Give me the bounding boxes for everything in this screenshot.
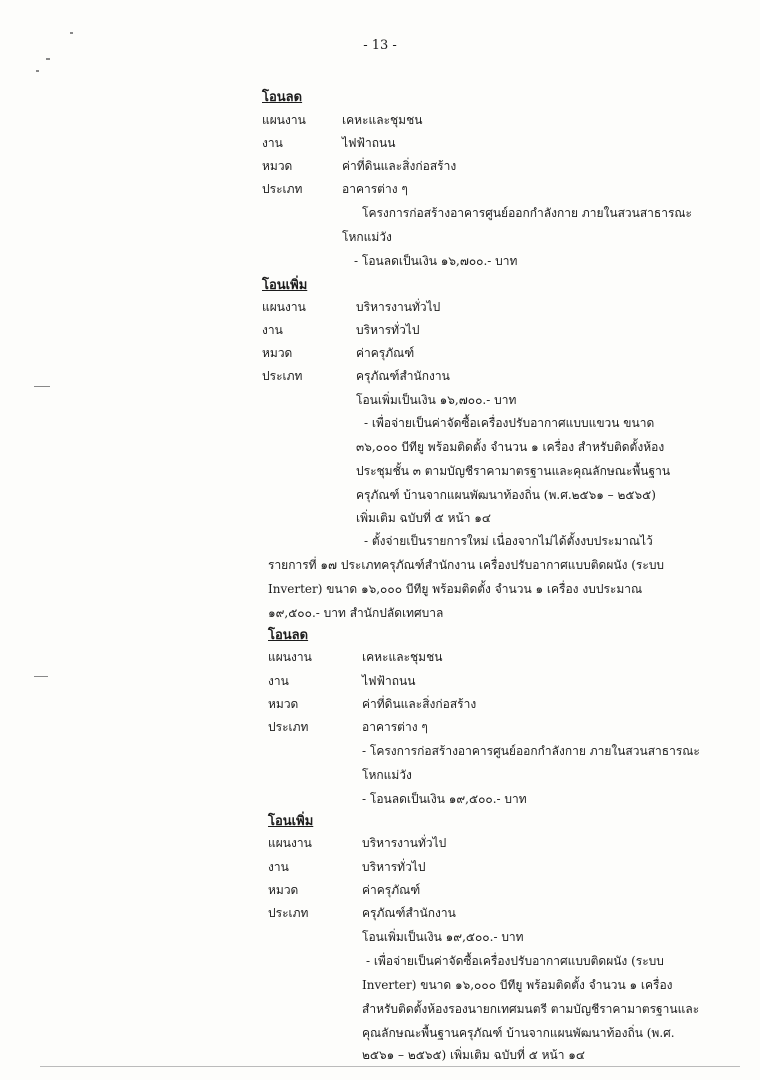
scan-speck [70,32,73,34]
body-line: - เพื่อจ่ายเป็นค่าจัดซื้อเครื่องปรับอากาศแบบแขวน ขนาด [364,416,655,430]
row-value: บริหารทั่วไป [356,323,420,337]
row-label: หมวด [262,346,293,360]
body-line: โหกแม่วัง [362,768,412,782]
scan-speck [46,58,50,60]
row-value: อาคารต่าง ๆ [342,182,408,196]
row-label: ประเภท [262,182,303,196]
scan-speck [36,70,39,72]
body-line: โครงการก่อสร้างอาคารศูนย์ออกกำลังกาย ภายในสวนสาธารณะ [362,206,692,220]
row-label: แผนงาน [262,300,306,314]
scan-speck [34,676,48,677]
row-label: แผนงาน [268,836,312,850]
row-value: ไฟฟ้าถนน [342,136,396,150]
row-label: ประเภท [268,720,309,734]
body-line: ๓๖,๐๐๐ บีทียู พร้อมติดตั้ง จำนวน ๑ เครื่อง สำหรับติดตั้งห้อง [356,440,665,454]
body-line: คุณลักษณะพื้นฐานครุภัณฑ์ บ้านจากแผนพัฒนาท้องถิ่น (พ.ศ. [362,1026,675,1040]
body-line: ๑๙,๕๐๐.- บาท สำนักปลัดเทศบาล [268,606,444,620]
row-value: บริหารงานทั่วไป [362,836,447,850]
row-label: แผนงาน [262,113,306,127]
row-label: หมวด [268,883,299,897]
row-label: งาน [268,860,289,874]
row-label: แผนงาน [268,650,312,664]
row-value: เคหะและชุมชน [362,650,443,664]
scan-edge-line [40,1066,740,1067]
body-line: Inverter) ขนาด ๑๖,๐๐๐ บีทียู พร้อมติดตั้ง จำนวน ๑ เครื่อง งบประมาณ [268,582,643,596]
row-value: ค่าที่ดินและสิ่งก่อสร้าง [362,697,477,711]
row-value: บริหารงานทั่วไป [356,300,441,314]
body-line: ครุภัณฑ์ บ้านจากแผนพัฒนาท้องถิ่น (พ.ศ.๒๕๖๑ – ๒๕๖๕) [356,488,656,502]
body-line: - ตั้งจ่ายเป็นรายการใหม่ เนื่องจากไม่ได้ตั้งงบประมาณไว้ [364,534,653,548]
row-value: ครุภัณฑ์สำนักงาน [356,369,450,383]
body-line: ๒๕๖๑ – ๒๕๖๕) เพิ่มเติม ฉบับที่ ๕ หน้า ๑๔ [362,1048,585,1062]
amount-line: - โอนลดเป็นเงิน ๑๖,๗๐๐.- บาท [354,254,518,268]
body-line: - เพื่อจ่ายเป็นค่าจัดซื้อเครื่องปรับอากาศแบบติดผนัง (ระบบ [366,954,664,968]
scan-speck [34,386,50,387]
row-value: ค่าครุภัณฑ์ [356,346,415,360]
section-heading: โอนลด [262,90,303,105]
body-line: Inverter) ขนาด ๑๖,๐๐๐ บีทียู พร้อมติดตั้ง จำนวน ๑ เครื่อง [362,978,673,992]
page-number: - 13 - [363,38,397,53]
row-value: ครุภัณฑ์สำนักงาน [362,906,456,920]
row-value: ค่าครุภัณฑ์ [362,883,421,897]
row-value: ค่าที่ดินและสิ่งก่อสร้าง [342,159,457,173]
amount-line: โอนเพิ่มเป็นเงิน ๑๖,๗๐๐.- บาท [356,393,517,407]
section-heading: โอนลด [268,628,309,643]
row-label: งาน [268,674,289,688]
section-heading: โอนเพิ่ม [268,814,314,829]
row-value: เคหะและชุมชน [342,113,423,127]
amount-line: โอนเพิ่มเป็นเงิน ๑๙,๕๐๐.- บาท [362,930,524,944]
body-line: ประชุมชั้น ๓ ตามบัญชีราคามาตรฐานและคุณลักษณะพื้นฐาน [356,464,671,478]
row-label: งาน [262,136,283,150]
body-line: - โครงการก่อสร้างอาคารศูนย์ออกกำลังกาย ภายในสวนสาธารณะ [362,744,700,758]
row-label: หมวด [262,159,293,173]
row-value: ไฟฟ้าถนน [362,674,416,688]
body-line: เพิ่มเติม ฉบับที่ ๕ หน้า ๑๔ [356,511,491,525]
row-label: งาน [262,323,283,337]
amount-line: - โอนลดเป็นเงิน ๑๙,๕๐๐.- บาท [362,792,527,806]
body-line: โหกแม่วัง [342,230,392,244]
row-label: หมวด [268,697,299,711]
body-line: รายการที่ ๑๗ ประเภทครุภัณฑ์สำนักงาน เครื่องปรับอากาศแบบติดผนัง (ระบบ [268,558,665,572]
row-label: ประเภท [262,369,303,383]
row-value: บริหารทั่วไป [362,860,426,874]
row-value: อาคารต่าง ๆ [362,720,428,734]
row-label: ประเภท [268,906,309,920]
body-line: สำหรับติดตั้งห้องรองนายกเทศมนตรี ตามบัญชีราคามาตรฐานและ [362,1002,700,1016]
section-heading: โอนเพิ่ม [262,278,308,293]
